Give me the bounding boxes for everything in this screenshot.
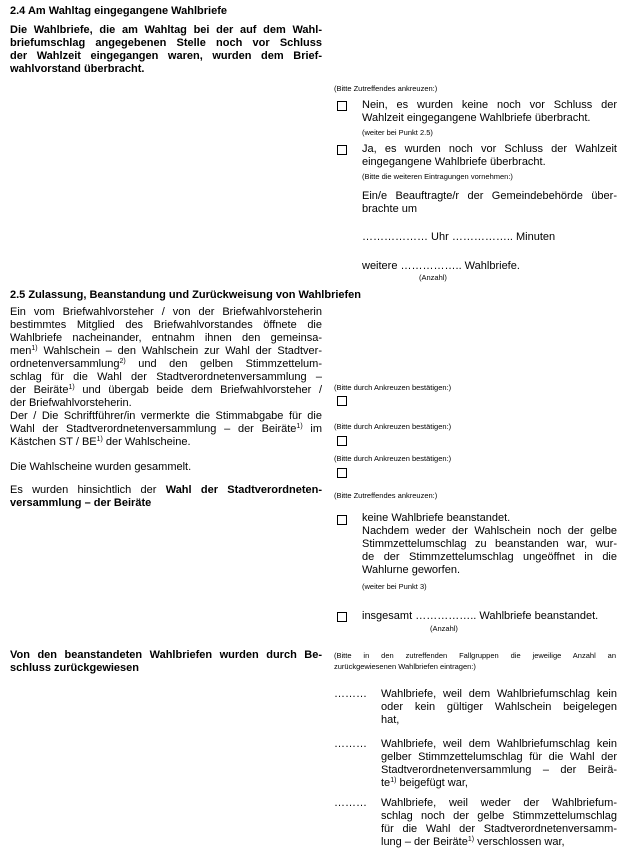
authority-delivery-text: Ein/e Beauftragte/r der Gemeindebehörde über- brachte um xyxy=(362,190,617,215)
checkbox-confirm-collected[interactable] xyxy=(337,468,347,478)
confirm-hint-2: (Bitte durch Ankreuzen bestätigen:) xyxy=(334,422,452,431)
reason1-count-field[interactable]: ……… xyxy=(334,688,367,700)
group-hint: (Bitte in den zutreffenden Fallgruppen die jeweilige Anzahl an zurückgewiesenen Wahlbriefen eintragen:) xyxy=(334,651,616,671)
ballots-collected-text: Die Wahlscheine wurden gesammelt. xyxy=(10,461,192,473)
reason3-count-field[interactable]: ……… xyxy=(334,797,367,809)
option-no-hint: (weiter bei Punkt 2.5) xyxy=(362,128,433,137)
checkbox-confirm-opening[interactable] xyxy=(337,396,347,406)
option-yes-hint: (Bitte die weiteren Eintragungen vornehmen:) xyxy=(362,172,513,181)
section-2-5-heading: 2.5 Zulassung, Beanstandung und Zurückweisung von Wahlbriefen xyxy=(10,289,362,301)
confirm-hint-1: (Bitte durch Ankreuzen bestätigen:) xyxy=(334,383,452,392)
reason2-text: Wahlbriefe, weil dem Wahlbriefumschlag kein gelber Stimmzettelumschlag für die Wahl der Stadtverordnetenversammlung – der Beirä- $te^{1)}$ beigefügt war, xyxy=(381,738,617,789)
rejected-statement: Von den beanstandeten Wahlbriefen wurden durch Be- schluss zurückgewiesen xyxy=(10,649,322,674)
total-complained-field[interactable]: insgesamt …………….. Wahlbriefe beanstandet. xyxy=(362,610,599,622)
checkbox-no-letters[interactable] xyxy=(337,101,347,111)
select-hint-2: (Bitte Zutreffendes ankreuzen:) xyxy=(334,491,438,500)
count-label: (Anzahl) xyxy=(419,273,447,282)
select-hint: (Bitte Zutreffendes ankreuzen:) xyxy=(334,84,438,93)
count-label-2: (Anzahl) xyxy=(430,624,458,633)
complaints-statement: Es wurden hinsichtlich der Wahl der Stadtverordneten- versammlung – der Beiräte xyxy=(10,484,322,509)
reason2-count-field[interactable]: ……… xyxy=(334,738,367,750)
checkbox-none-rejected[interactable] xyxy=(337,515,347,525)
checkbox-total-complained[interactable] xyxy=(337,612,347,622)
option-none-hint: (weiter bei Punkt 3) xyxy=(362,582,427,591)
confirm-hint-3: (Bitte durch Ankreuzen bestätigen:) xyxy=(334,454,452,463)
option-no-letters: Nein, es wurden keine noch vor Schluss der Wahlzeit eingegangene Wahlbriefe überbracht. xyxy=(362,99,617,124)
reason1-text: Wahlbriefe, weil dem Wahlbriefumschlag kein oder kein gültiger Wahlschein beigelegen hat, xyxy=(381,688,617,726)
checkbox-confirm-marking[interactable] xyxy=(337,436,347,446)
option-yes-letters: Ja, es wurden noch vor Schluss der Wahlzeit eingegangene Wahlbriefe überbracht. xyxy=(362,143,617,168)
checkbox-yes-letters[interactable] xyxy=(337,145,347,155)
section-2-4-heading: 2.4 Am Wahltag eingegangene Wahlbriefe xyxy=(10,5,227,17)
option-none-complained: keine Wahlbriefe beanstandet. Nachdem weder der Wahlschein noch der gelbe Stimmzettelumschlag zu beanstanden war, wur- de der Stimmzettelumschlag ungeöffnet in die Wahlurne geworfen. xyxy=(362,512,617,576)
section-2-4-statement: Die Wahlbriefe, die am Wahltag bei der auf dem Wahl- briefumschlag angegebenen Stelle noch vor Schluss der Wahlzeit eingegangen waren, wurden dem Brief- wahlvorstand überbracht. xyxy=(10,24,322,75)
reason3-text: Wahlbriefe, weil weder der Wahlbriefum- schlag noch der gelbe Stimmzettelumschlag für die Wahl der Stadtverordnetenversamm- lung – der Beiräte$^{1)}$ verschlossen war, xyxy=(381,797,617,848)
further-letters-field[interactable]: weitere …………….. Wahlbriefe. xyxy=(362,260,520,272)
opening-procedure-text: Ein vom Briefwahlvorsteher / von der Briefwahlvorsteherin bestimmtes Mitglied des Briefwahlvorstandes öffnete die Wahlbriefe nacheinander, entnahm ihnen den gemeinsa- men$^{1)}$ Wahlschein – den Wahlschein zur Wahl der Stadtver- ordnetenversammlung$^{2)}$ und den gelben Stimmzettelum- schlag für die Wahl der Stadtverordnetenversammlung – der Beiräte$^{1)}$ und übergab beide dem Briefwahlvorsteher / der Briefwahlvorsteherin. Der / Die Schriftführer/in vermerkte die Stimmabgabe für die Wahl der Stadtverordnetenversammlung – der Beiräte$^{1)}$ im Kästchen ST / BE$^{1)}$ der Wahlscheine. xyxy=(10,306,322,448)
delivery-time-field[interactable]: ……………… Uhr …………….. Minuten xyxy=(362,231,556,243)
